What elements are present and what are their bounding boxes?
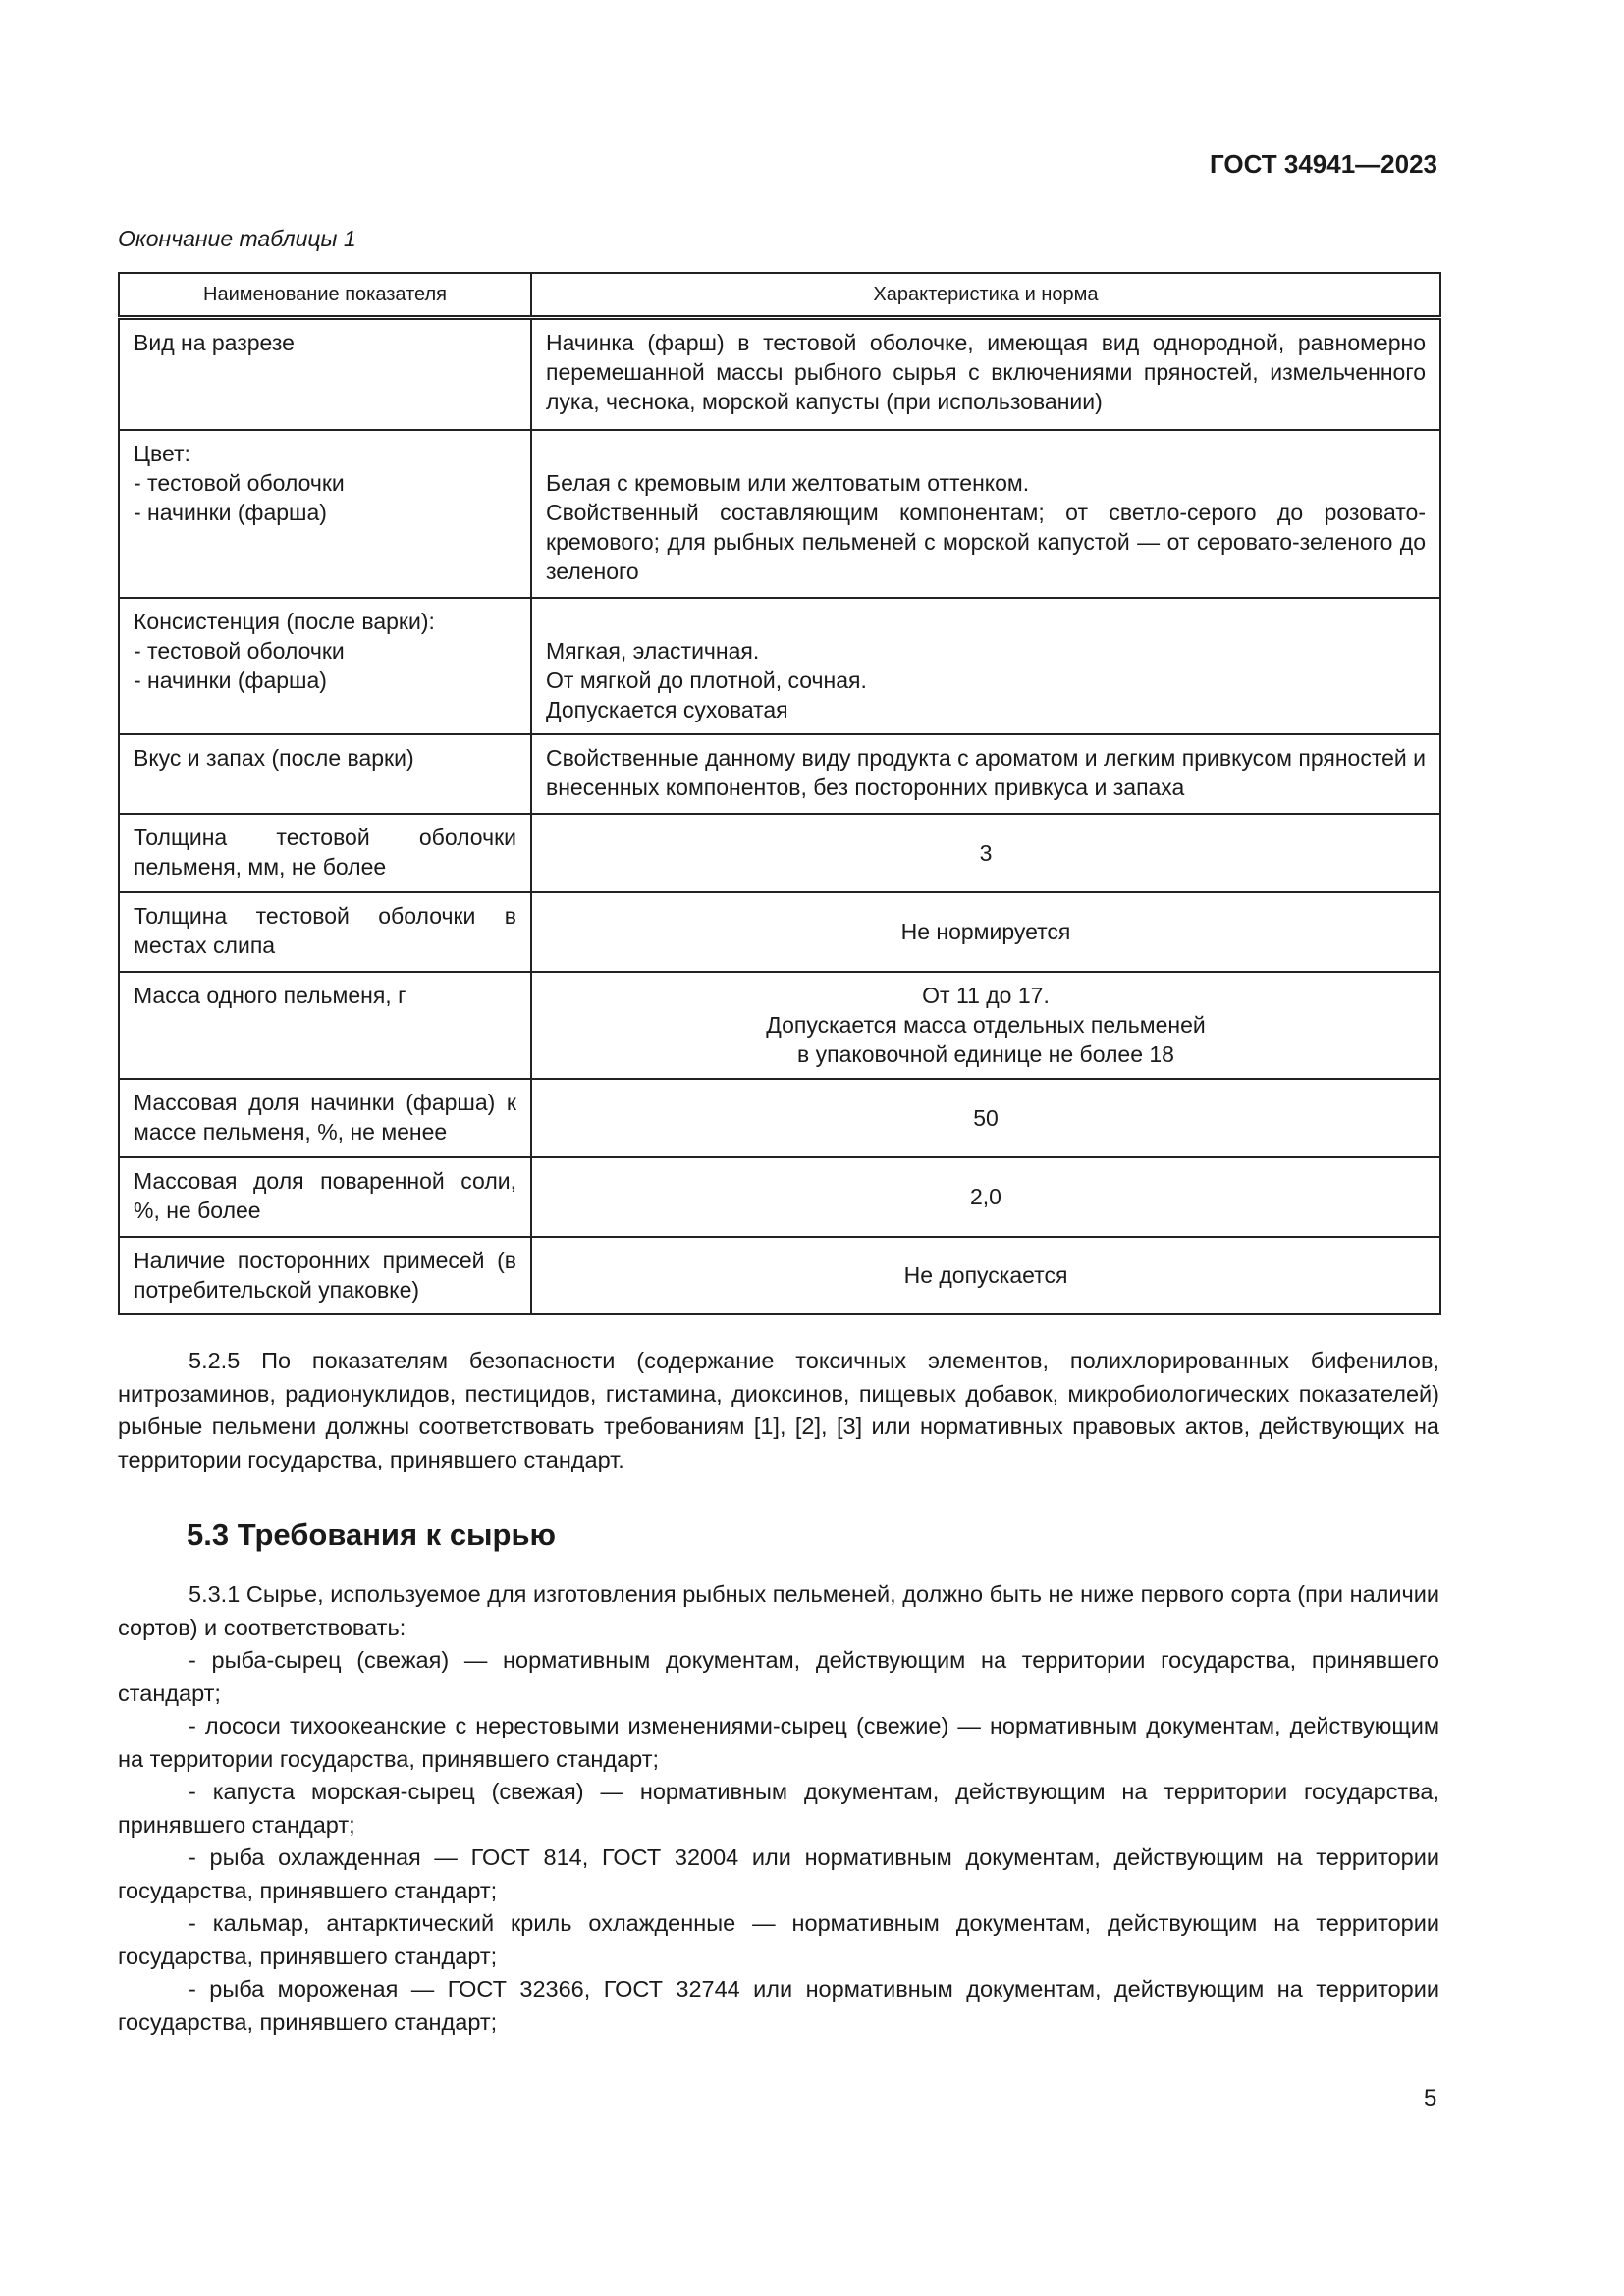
indicator-name [119,892,531,972]
indicator-value-line: 50 [973,1104,999,1131]
indicator-value-line: Белая с кремовым или желтоватым оттенком. [546,469,1030,496]
indicator-name-line: Массовая доля начинки (фарша) к массе пельменя, %, не менее [134,1089,516,1145]
list-item: - капуста морская-сырец (свежая) — нормативным документам, действующим на территории государства, принявшего стандарт; [118,1779,1439,1838]
indicator-name-line: Консистенция (после варки): [134,608,435,634]
table-row [119,1079,1440,1157]
indicator-value-line: в упаковочной единице не более 18 [797,1041,1174,1067]
indicator-value-line: Допускается масса отдельных пельменей [766,1012,1206,1038]
paragraph-text: 5.2.5 По показателям безопасности (содержание токсичных элементов, полихлорированных бифенилов, нитрозаминов, радионуклидов, пестицидов, гистамина, диоксинов, пищевых добавок, микробиологических показателей) рыбные пельмени должны соответствовать требованиям [1], [2], [3] или нормативных правовых актов, действующих на территории государства, принявшего стандарт. [118,1348,1439,1472]
table-row [119,318,1440,430]
indicator-name [119,734,531,814]
indicator-value-line: Не допускается [903,1262,1068,1288]
indicator-name-line: Массовая доля поваренной соли, %, не более [134,1167,516,1223]
indicator-name-line: - тестовой оболочки [134,469,345,496]
indicator-value-line: Свойственный составляющим компонентам; от светло-серого до розовато-кремового; для рыбных пельменей с морской капустой — от серовато-зеленого до зеленого [546,499,1426,584]
indicator-value-line: Не нормируется [900,919,1071,944]
document-code: ГОСТ 34941—2023 [1210,149,1437,179]
indicator-name-line: Вкус и запах (после варки) [134,744,414,771]
page-number: 5 [1424,2085,1437,2111]
indicator-value [531,972,1440,1079]
table-row [119,892,1440,972]
table-row [119,734,1440,814]
indicator-value [531,318,1440,430]
indicator-value [531,892,1440,972]
paragraph-5-2-5 [118,1345,1439,1476]
list-item: - рыба охлажденная — ГОСТ 814, ГОСТ 32004 или нормативным документам, действующим на территории государства, принявшего стандарт; [118,1844,1439,1903]
indicator-name-line: - начинки (фарша) [134,499,327,525]
indicator-name-line: - начинки (фарша) [134,667,327,693]
indicator-value [531,734,1440,814]
indicator-name [119,1157,531,1237]
indicator-name-line: Толщина тестовой оболочки пельменя, мм, не более [134,824,516,880]
indicator-name-line: Вид на разрезе [134,330,295,355]
list-item: - кальмар, антарктический криль охлажденные — нормативным документам, действующим на территории государства, принявшего стандарт; [118,1910,1439,1969]
column-header: Характеристика и норма [531,273,1440,318]
indicator-value [531,1157,1440,1237]
indicator-value [531,430,1440,598]
paragraph-5-3-1 [118,1578,1439,2039]
indicator-value-line: От 11 до 17. [922,983,1050,1008]
column-header: Наименование показателя [119,273,531,318]
indicator-name [119,430,531,598]
indicator-value [531,598,1440,734]
indicator-value-line: Свойственные данному виду продукта с ароматом и легким привкусом пряностей и внесенных компонентов, без посторонних привкуса и запаха [546,744,1426,800]
table-row [119,1237,1440,1314]
indicator-name-line: - тестовой оболочки [134,637,345,664]
indicator-name [119,1079,531,1157]
table-caption: Окончание таблицы 1 [118,226,356,251]
indicator-value [531,1079,1440,1157]
list-item: - рыба мороженая — ГОСТ 32366, ГОСТ 32744 или нормативным документам, действующим на территории государства, принявшего стандарт; [118,1976,1439,2035]
table-row [119,598,1440,734]
indicator-value-line: Мягкая, эластичная. [546,637,760,664]
indicator-name-line: Толщина тестовой оболочки в местах слипа [134,902,516,958]
list-item: 5.3.1 Сырье, используемое для изготовления рыбных пельменей, должно быть не ниже первого сорта (при наличии сортов) и соответствовать: [118,1581,1439,1640]
indicator-value-line: 2,0 [970,1184,1001,1209]
indicator-value-line: Начинка (фарш) в тестовой оболочке, имеющая вид однородной, равномерно перемешанной массы рыбного сырья с включениями пряностей, измельченного лука, чеснока, морской капусты (при использовании) [546,330,1426,414]
section-heading: 5.3 Требования к сырью [187,1518,556,1552]
table-row [119,430,1440,598]
indicator-name [119,598,531,734]
indicator-name [119,1237,531,1314]
indicator-name [119,318,531,430]
indicator-value [531,1237,1440,1314]
indicator-value-line: От мягкой до плотной, сочная. [546,667,867,693]
indicator-name-line: Наличие посторонних примесей (в потребительской упаковке) [134,1247,516,1303]
indicator-value [531,814,1440,892]
indicator-name-line: Масса одного пельменя, г [134,982,406,1008]
list-item: - лососи тихоокеанские с нерестовыми изменениями-сырец (свежие) — нормативным документам, действующим на территории государства, принявшего стандарт; [118,1713,1439,1772]
indicator-name-line: Цвет: [134,440,190,466]
requirements-table [118,272,1441,1315]
indicator-name [119,814,531,892]
list-item: - рыба-сырец (свежая) — нормативным документам, действующим на территории государства, принявшего стандарт; [118,1647,1439,1706]
table-row [119,972,1440,1079]
indicator-value-line: 3 [979,839,993,866]
table-row [119,814,1440,892]
table-header-row [119,273,1440,318]
indicator-value-line: Допускается суховатая [546,696,788,722]
indicator-name [119,972,531,1079]
table-row [119,1157,1440,1237]
